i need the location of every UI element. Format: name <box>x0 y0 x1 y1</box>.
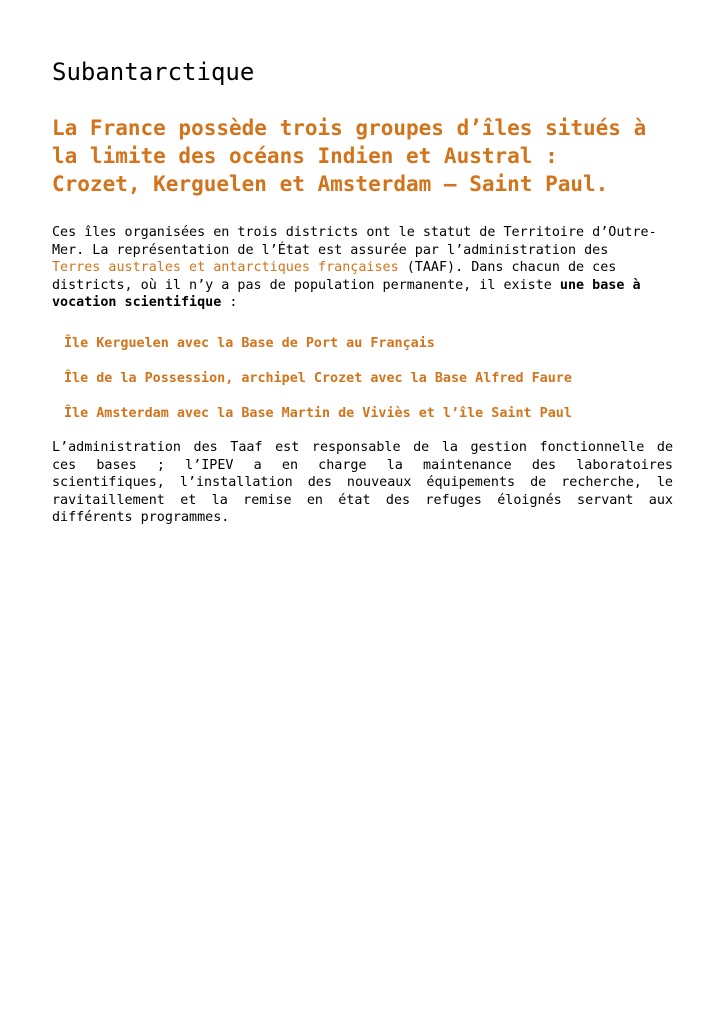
lead-heading <box>52 114 682 198</box>
intro-line <box>52 259 673 277</box>
outro-line: ravitaillement et la remise en état des refuges éloignés servant aux <box>52 492 673 508</box>
intro-text: : <box>221 295 238 310</box>
lead-line: Crozet, Kerguelen et Amsterdam – Saint Paul. <box>52 172 609 196</box>
base-item-crozet: Île de la Possession, archipel Crozet avec la Base Alfred Faure <box>64 371 572 386</box>
intro-line: Ces îles organisées en trois districts ont le statut de Territoire d’Outre- <box>52 225 657 240</box>
outro-line: scientifiques, l’installation des nouveaux équipements de recherche, le <box>52 475 673 490</box>
intro-text: (TAAF). Dans chacun de ces <box>398 260 617 275</box>
outro-line: ces bases ; l’IPEV a en charge la maintenance des laboratoires <box>52 457 673 473</box>
base-item-kerguelen: Île Kerguelen avec la Base de Port au Français <box>64 336 435 351</box>
outro-line: L’administration des Taaf est responsable de la gestion fonctionnelle de <box>52 440 673 455</box>
lead-line: la limite des océans Indien et Austral : <box>52 144 558 168</box>
emphasis-text: vocation scientifique <box>52 295 222 310</box>
intro-line <box>52 277 673 295</box>
intro-line: Mer. La représentation de l’État est assurée par l’administration des <box>52 242 609 258</box>
emphasis-text: une base à <box>559 277 641 293</box>
bases-list <box>64 334 572 439</box>
page-title: Subantarctique <box>52 58 255 86</box>
outro-line: différents programmes. <box>52 510 230 525</box>
taaf-link[interactable]: Terres australes et antarctiques françaises <box>52 260 399 275</box>
intro-paragraph <box>52 224 673 312</box>
intro-line <box>52 294 673 312</box>
outro-paragraph <box>52 439 673 527</box>
base-item-amsterdam: Île Amsterdam avec la Base Martin de Viviès et l’île Saint Paul <box>64 406 572 421</box>
intro-text: districts, où il n’y a pas de population permanente, il existe <box>52 277 560 293</box>
lead-line: La France possède trois groupes d’îles situés à <box>52 116 647 140</box>
